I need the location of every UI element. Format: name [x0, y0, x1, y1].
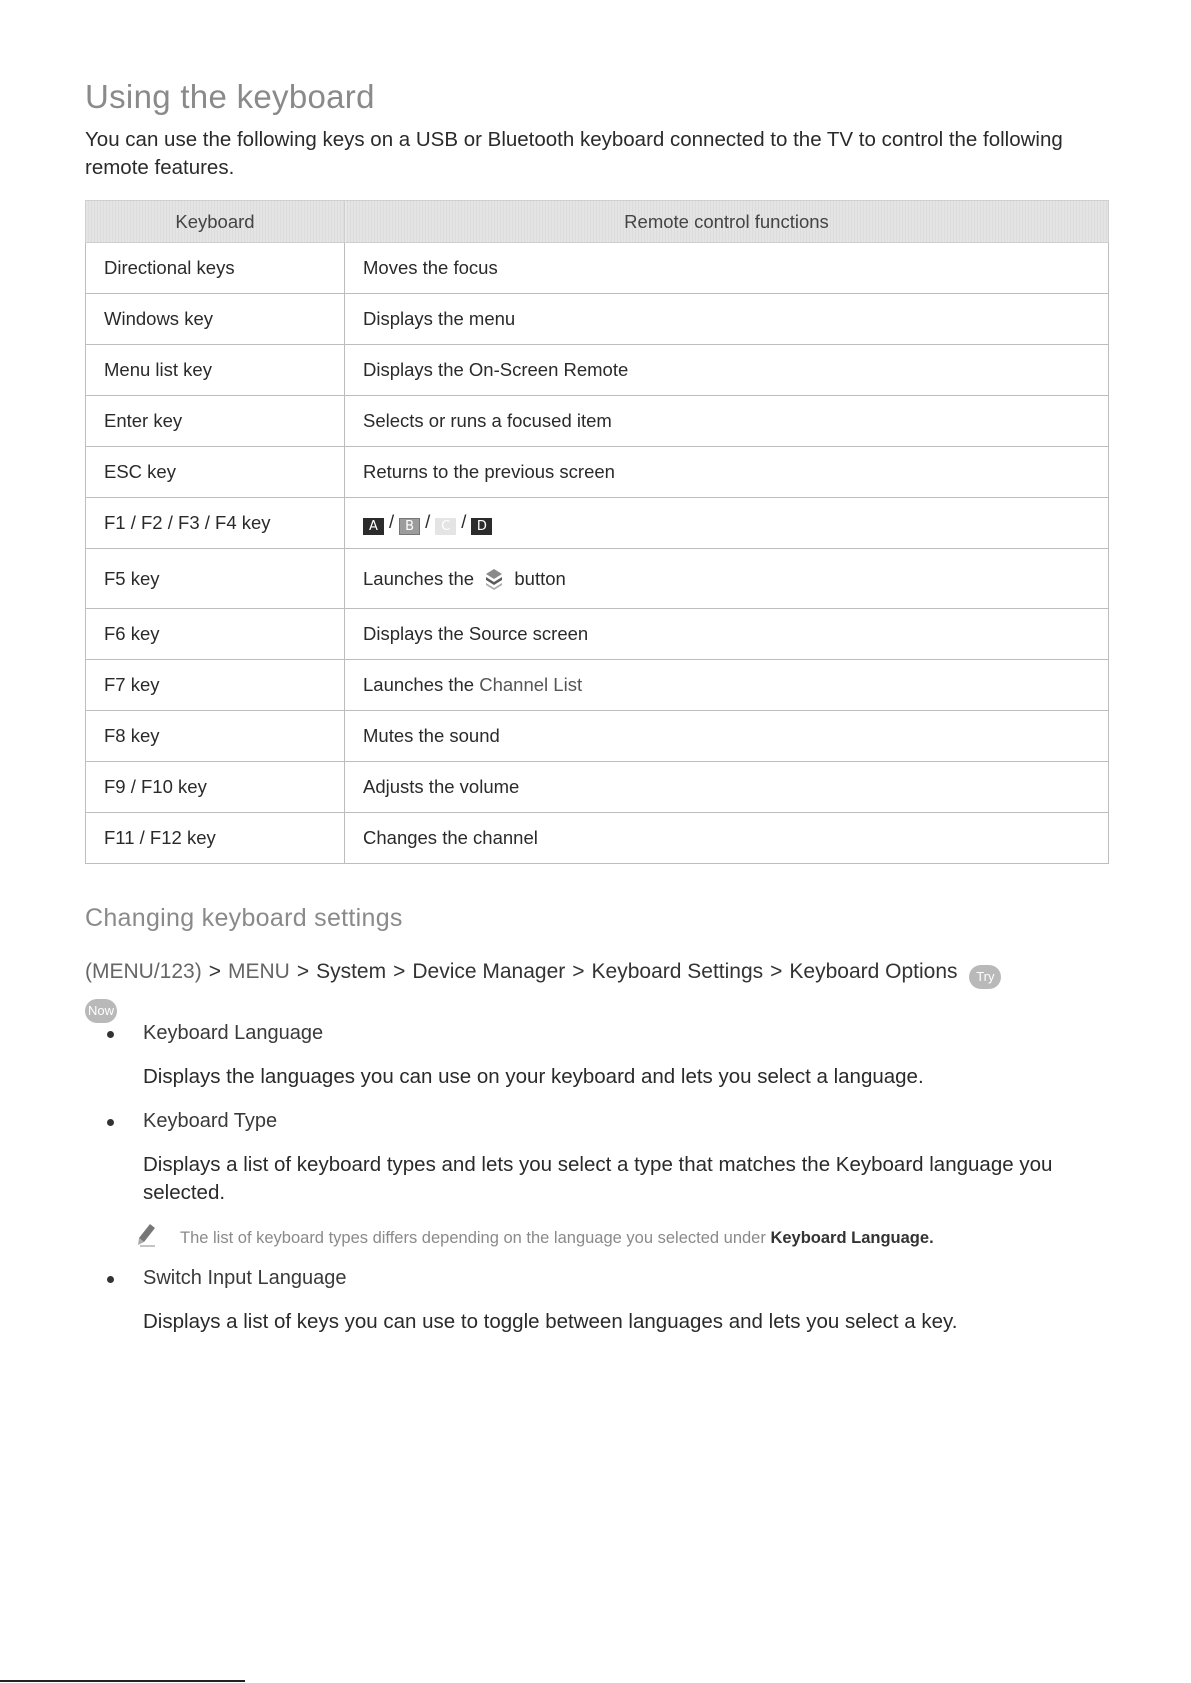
option-keyboard-type — [105, 1110, 1125, 1248]
table-row — [86, 294, 1109, 345]
breadcrumb-item[interactable]: Device Manager — [412, 960, 566, 983]
key-cell: F11 / F12 key — [86, 813, 345, 864]
function-text: button — [514, 567, 566, 589]
key-cell: F9 / F10 key — [86, 762, 345, 813]
key-cell: F8 key — [86, 711, 345, 762]
breadcrumb — [85, 955, 1125, 1023]
key-cell: Windows key — [86, 294, 345, 345]
table-row — [86, 549, 1109, 609]
color-key-b-icon: B — [399, 518, 420, 535]
option-title — [105, 1267, 1125, 1290]
option-title-text: Switch Input Language — [143, 1267, 347, 1289]
function-cell: Displays the menu — [345, 294, 1109, 345]
smart-hub-icon — [483, 568, 505, 590]
breadcrumb-item[interactable]: System — [316, 960, 387, 983]
color-key-d-icon: D — [471, 518, 492, 535]
table-row — [86, 813, 1109, 864]
key-cell: F1 / F2 / F3 / F4 key — [86, 498, 345, 549]
table-row — [86, 660, 1109, 711]
table-row — [86, 498, 1109, 549]
function-text: Launches the — [363, 567, 475, 589]
option-keyboard-language — [105, 1022, 1125, 1091]
chevron-right-icon: > — [296, 960, 310, 983]
function-cell: Mutes the sound — [345, 711, 1109, 762]
function-cell: Moves the focus — [345, 243, 1109, 294]
table-row — [86, 396, 1109, 447]
table-row — [86, 609, 1109, 660]
intro-text: You can use the following keys on a USB or Bluetooth keyboard connected to the TV to control the following remote features. — [85, 128, 1063, 179]
chevron-right-icon: > — [208, 960, 221, 983]
slash: / — [389, 511, 395, 532]
function-cell: Displays the On-Screen Remote — [345, 345, 1109, 396]
color-key-a-icon: A — [363, 518, 384, 535]
table-row — [86, 243, 1109, 294]
section-heading: Changing keyboard settings — [85, 904, 403, 932]
option-title-text: Keyboard Language — [143, 1022, 324, 1044]
function-cell: Displays the Source screen — [345, 609, 1109, 660]
table-row — [86, 345, 1109, 396]
table-row — [86, 762, 1109, 813]
key-cell: F6 key — [86, 609, 345, 660]
breadcrumb-item[interactable]: Keyboard Options — [789, 960, 958, 983]
option-title — [105, 1022, 1125, 1045]
note-text: The list of keyboard types differs depending on the language you selected under — [180, 1229, 766, 1247]
slash: / — [425, 511, 431, 532]
breadcrumb-item[interactable]: (MENU/123) — [85, 960, 202, 983]
option-title-text: Keyboard Type — [143, 1110, 278, 1132]
bullet-icon — [107, 1276, 114, 1283]
table-row — [86, 447, 1109, 498]
pencil-icon — [137, 1223, 157, 1247]
function-cell: Changes the channel — [345, 813, 1109, 864]
note-bold: Keyboard Language. — [770, 1229, 934, 1247]
function-cell-color-keys — [345, 498, 1109, 549]
key-cell: Directional keys — [86, 243, 345, 294]
slash: / — [461, 511, 467, 532]
function-cell — [345, 660, 1109, 711]
option-description: Displays the languages you can use on your keyboard and lets you select a language. — [143, 1065, 924, 1088]
header-keyboard: Keyboard — [86, 201, 345, 243]
bullet-icon — [107, 1031, 114, 1038]
function-cell — [345, 549, 1109, 609]
bullet-icon — [107, 1119, 114, 1126]
chevron-right-icon: > — [770, 960, 783, 983]
option-switch-input-language — [105, 1267, 1125, 1336]
footer-rule — [0, 1680, 245, 1682]
chevron-right-icon: > — [572, 960, 585, 983]
function-cell: Selects or runs a focused item — [345, 396, 1109, 447]
key-cell: F5 key — [86, 549, 345, 609]
key-cell: ESC key — [86, 447, 345, 498]
page-title: Using the keyboard — [85, 78, 375, 115]
breadcrumb-item[interactable]: MENU — [227, 960, 290, 983]
table-header-row — [86, 201, 1109, 243]
breadcrumb-item[interactable]: Keyboard Settings — [591, 960, 764, 983]
key-cell: Enter key — [86, 396, 345, 447]
chevron-right-icon: > — [393, 960, 406, 983]
key-cell: F7 key — [86, 660, 345, 711]
function-text: Launches the — [363, 674, 475, 695]
function-cell: Adjusts the volume — [345, 762, 1109, 813]
color-key-c-icon: C — [435, 518, 456, 535]
keyboard-functions-table — [85, 200, 1109, 864]
function-cell: Returns to the previous screen — [345, 447, 1109, 498]
table-row — [86, 711, 1109, 762]
key-cell: Menu list key — [86, 345, 345, 396]
header-remote-functions: Remote control functions — [345, 201, 1109, 243]
option-description: Displays a list of keys you can use to toggle between languages and lets you select a key. — [143, 1310, 958, 1333]
note — [137, 1229, 1125, 1248]
try-button[interactable]: Try — [969, 965, 1001, 989]
now-button[interactable]: Now — [85, 999, 117, 1023]
channel-list-link[interactable]: Channel List — [479, 674, 583, 695]
option-description: Displays a list of keyboard types and lets you select a type that matches the Keyboard language you selected. — [143, 1153, 1053, 1204]
option-title — [105, 1110, 1125, 1133]
